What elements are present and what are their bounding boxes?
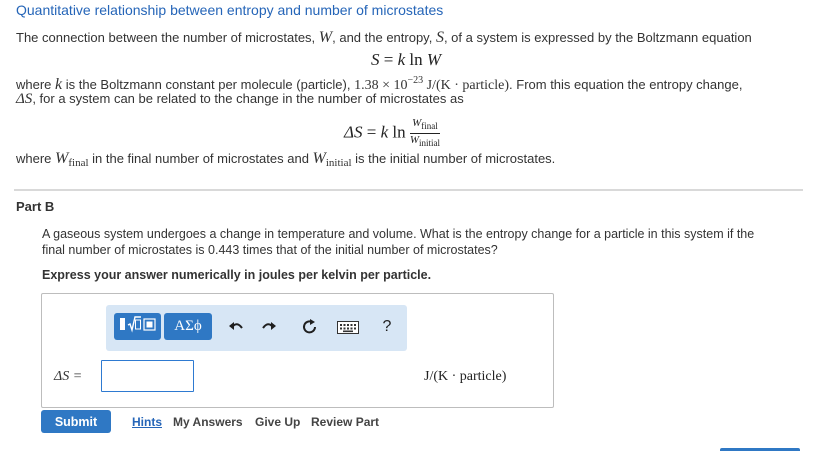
- answer-input[interactable]: [101, 360, 194, 392]
- intro-line-4: where $W_{final}$ in the final number of microstates and $W_{initial}$ is the initial number of microstates.: [16, 150, 556, 169]
- question-line-2: final number of microstates is 0.443 times that of the initial number of microstates?: [42, 243, 498, 257]
- page-title: Quantitative relationship between entropy and number of microstates: [16, 2, 444, 18]
- math-toolbar: [106, 305, 407, 351]
- boltzmann-equation: S = k ln W: [371, 50, 442, 69]
- keyboard-icon[interactable]: [336, 317, 360, 337]
- review-part-link[interactable]: Review Part: [311, 415, 380, 429]
- answer-instruction: Express your answer numerically in joules per kelvin per particle.: [42, 268, 432, 282]
- redo-icon[interactable]: [259, 317, 279, 337]
- intro-line-1: The connection between the number of microstates, W, and the entropy, S, of a system is expressed by the Boltzmann equation: [16, 29, 752, 46]
- greek-symbols-button[interactable]: ΑΣϕ: [164, 313, 212, 340]
- hints-link[interactable]: Hints: [132, 415, 162, 429]
- submit-button[interactable]: Submit: [41, 410, 111, 433]
- intro-line-2: where k is the Boltzmann constant per molecule (particle), $1.38 \times 10^{-23}$ J/(K · particle). From this equation the entropy change,: [16, 75, 743, 93]
- microstate-ratio: $\frac{W_{final}}{W_{initial}}$: [409, 117, 441, 148]
- reset-icon[interactable]: [300, 317, 320, 337]
- template-sqrt-icon: [119, 315, 157, 338]
- part-label: Part B: [16, 199, 55, 214]
- give-up-link[interactable]: Give Up: [255, 415, 301, 429]
- answer-label: ΔS =: [54, 369, 83, 384]
- help-button[interactable]: ?: [382, 318, 392, 335]
- answer-units: J/(K · particle): [424, 369, 507, 384]
- question-line-1: A gaseous system undergoes a change in temperature and volume. What is the entropy change for a particle in this system if the: [42, 227, 755, 241]
- undo-icon[interactable]: [226, 317, 246, 337]
- template-button[interactable]: [114, 313, 161, 340]
- entropy-change-equation: ΔS = k ln $\frac{W_{final}}{W_{initial}}$: [344, 117, 441, 148]
- section-divider: [14, 189, 803, 191]
- my-answers-link[interactable]: My Answers: [173, 415, 243, 429]
- intro-line-3: ΔS, for a system can be related to the change in the number of microstates as: [16, 91, 464, 107]
